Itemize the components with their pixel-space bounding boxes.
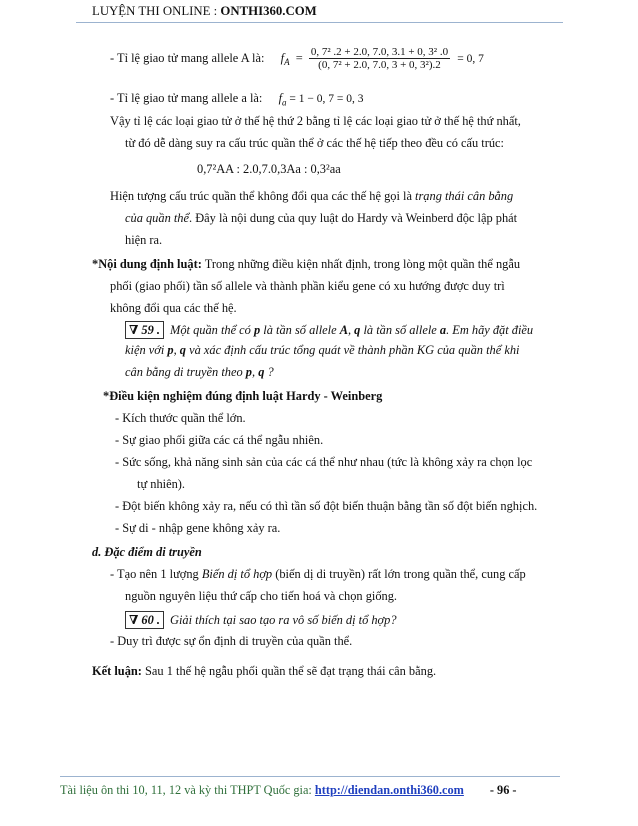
conclusion-label: Kết luận: — [92, 664, 142, 678]
section-d-line2: nguồn nguyên liệu thứ cấp cho tiến hoá và chọn giống. — [125, 589, 398, 603]
q59-t6: và xác định cấu trúc tổng quát về thành phần KG của quần thể khi — [186, 343, 520, 357]
para2-line1 — [110, 189, 513, 204]
formula-a-denominator: (0, 7² + 2.0, 7.0, 3 + 0, 3²).2 — [318, 59, 441, 71]
question-60-text: Giải thích tại sao tạo ra vô số biến dị tổ hợp? — [170, 613, 397, 627]
law-line3: không đổi qua các thế hệ. — [110, 301, 237, 315]
page-header — [92, 4, 317, 19]
q59-q2: q — [179, 343, 186, 357]
formula-a-numerator: 0, 7² .2 + 2.0, 7.0, 3.1 + 0, 3² .0 — [310, 46, 449, 58]
question-60-number: ∇ 60 . — [125, 611, 164, 629]
q59-t2: là tần số allele — [260, 323, 340, 337]
para2-line3: hiện ra. — [125, 233, 163, 247]
conditions-title — [103, 389, 382, 404]
q59-p1: p — [253, 323, 261, 337]
page-number: - 96 - — [489, 783, 517, 797]
section-d-title — [92, 545, 202, 560]
q59-q1: q — [354, 323, 361, 337]
q59-t3: là tần số allele — [360, 323, 440, 337]
question-59-number: ∇ 59 . — [125, 321, 164, 339]
question-59-line3 — [125, 365, 274, 380]
formula-b-sub: a — [282, 97, 287, 108]
question-59-line2 — [125, 343, 519, 358]
law-line1 — [92, 257, 520, 272]
question-60 — [125, 611, 397, 629]
footer-link[interactable]: http://diendan.onthi360.com — [314, 783, 464, 797]
section-d-t1: - Tạo nên 1 lượng — [110, 567, 202, 581]
q59-t4: . Em hãy đặt điều — [446, 323, 534, 337]
condition-item: - Kích thước quần thể lớn. — [115, 411, 246, 425]
q59-t7: cân bằng di truyền theo — [125, 365, 246, 379]
question-59-line1 — [125, 321, 533, 339]
q59-p2: p — [167, 343, 174, 357]
stability-line: - Duy trì được sự ổn định di truyền của quần thể. — [110, 634, 353, 648]
section-d-t2: (biến dị di truyền) rất lớn trong quần thể, cung cấp — [272, 567, 526, 581]
para2-line2 — [125, 211, 517, 226]
population-structure — [197, 162, 341, 177]
section-d-title-text: d. Đặc điểm di truyền — [92, 545, 202, 559]
para1-line1: Vậy tỉ lệ các loại giao tử ở thế hệ thứ 2 bằng tỉ lệ các loại giao tử ở thế hệ thứ nhất, — [110, 114, 521, 128]
condition-item: - Sự di - nhập gene không xảy ra. — [115, 521, 281, 535]
footer-text: Tài liệu ôn thi 10, 11, 12 và kỳ thi THPT Quốc gia: — [60, 783, 315, 797]
q59-A: A — [339, 323, 348, 337]
header-prefix: LUYỆN THI ONLINE : — [92, 4, 221, 18]
section-d-italic: Biến dị tổ hợp — [201, 567, 273, 581]
para2-italic-b: của quần thể — [125, 211, 190, 225]
condition-item-cont: tự nhiên). — [137, 477, 186, 491]
formula-b — [110, 91, 364, 107]
formula-a-label: - Tỉ lệ giao tử mang allele A là: — [110, 51, 265, 65]
conditions-title-text: *Điều kiện nghiệm đúng định luật Hardy - Weinberg — [103, 389, 383, 403]
section-d-line1 — [110, 567, 526, 582]
condition-item: - Sự giao phối giữa các cá thể ngẫu nhiên. — [115, 433, 324, 447]
page-footer — [60, 783, 517, 798]
formula-a-f: f — [280, 51, 285, 65]
conclusion-text: Sau 1 thế hệ ngẫu phối quần thể sẽ đạt trạng thái cân bằng. — [141, 664, 437, 678]
para2-text-a: Hiện tượng cấu trúc quần thể không đổi qua các thế hệ gọi là — [110, 189, 416, 203]
q59-a: a — [439, 323, 447, 337]
formula-b-f: f — [278, 91, 283, 105]
q59-t5: kiện với — [125, 343, 168, 357]
para2-text-b: . Đây là nội dung của quy luật do Hardy và Weinberd độc lập phát — [189, 211, 518, 225]
para1-line2: từ đó dễ dàng suy ra cấu trúc quần thể ở các thế hệ tiếp theo đều có cấu trúc: — [125, 136, 504, 150]
formula-a-fraction — [309, 46, 450, 71]
condition-item: - Đột biến không xảy ra, nếu có thì tần số đột biến thuận bằng tần số đột biến nghịch. — [115, 499, 538, 513]
q59-sep2: , — [252, 365, 259, 379]
q59-t8: ? — [264, 365, 274, 379]
q59-sep1: , — [173, 343, 180, 357]
formula-a — [110, 46, 484, 71]
law-text1: Trong những điều kiện nhất định, trong lòng một quần thể ngẫu — [201, 257, 521, 271]
q59-q3: q — [258, 365, 265, 379]
formula-b-label: - Tỉ lệ giao tử mang allele a là: — [110, 91, 263, 105]
law-line2: phối (giao phối) tần số allele và thành phần kiểu gene có xu hướng được duy trì — [110, 279, 505, 293]
formula-a-eq: = — [295, 51, 303, 65]
header-divider — [76, 22, 563, 23]
law-title: *Nội dung định luật: — [92, 257, 202, 271]
conclusion — [92, 664, 436, 679]
formula-a-sub: A — [284, 56, 290, 67]
q59-t1: Một quần thể có — [170, 323, 254, 337]
q59-comma: , — [347, 323, 355, 337]
q59-p3: p — [245, 365, 252, 379]
formula-a-result: = 0, 7 — [457, 52, 484, 65]
header-site: ONTHI360.COM — [220, 4, 317, 18]
formula-b-expr: = 1 − 0, 7 = 0, 3 — [286, 93, 364, 105]
condition-item: - Sức sống, khả năng sinh sản của các cá thể như nhau (tức là không xảy ra chọn lọc — [115, 455, 533, 469]
footer-divider — [60, 776, 560, 777]
structure-text: 0,7²AA : 2.0,7.0,3Aa : 0,3²aa — [197, 162, 341, 176]
para2-italic-a: trạng thái cân bằng — [415, 189, 514, 203]
